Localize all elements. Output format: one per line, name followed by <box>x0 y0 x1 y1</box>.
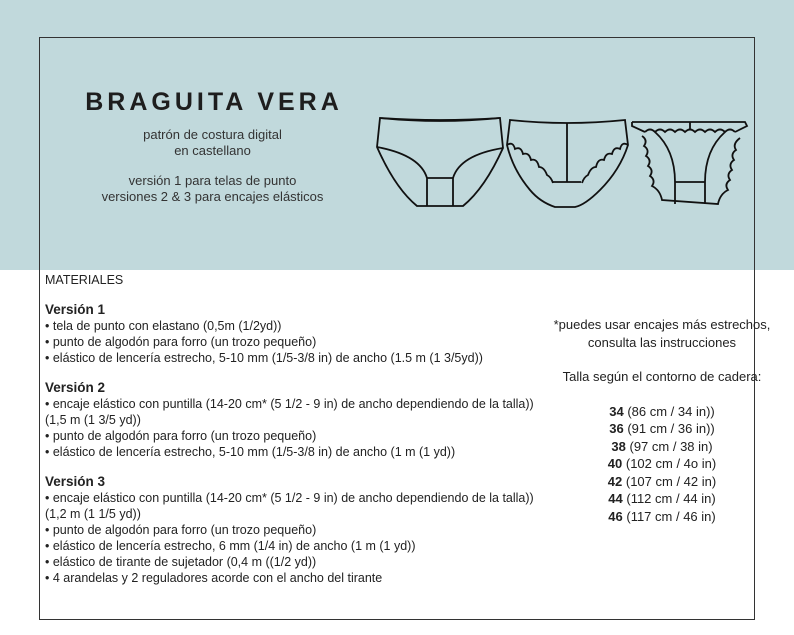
version-2-brief-illustration <box>505 110 630 210</box>
size-info <box>552 316 772 525</box>
size-row <box>552 403 772 421</box>
size-measure: (86 cm / 34 in)) <box>627 403 715 419</box>
version-3-heading: Versión 3 <box>45 474 106 489</box>
size-measure: (107 cm / 42 in) <box>625 473 717 489</box>
version-line-1: versión 1 para telas de punto <box>128 173 297 188</box>
list-item: • punto de algodón para forro (un trozo pequeño) <box>45 335 317 349</box>
list-item: • elástico de lencería estrecho, 5-10 mm (1/5-3/8 in) de ancho (1.5 m (1 3/5yd)) <box>45 351 483 365</box>
list-item: • 4 arandelas y 2 reguladores acorde con el ancho del tirante <box>45 571 383 585</box>
list-item: • tela de punto con elastano (0,5m (1/2yd)) <box>45 319 282 333</box>
size-measure: (112 cm / 44 in) <box>626 491 716 506</box>
size-row <box>552 508 772 526</box>
size-measure: (97 cm / 38 in) <box>629 438 713 454</box>
size-measure: (102 cm / 4o in) <box>625 456 717 471</box>
list-item: • encaje elástico con puntilla (14-20 cm* (5 1/2 - 9 in) de ancho dependiendo de la talla)) (1,2 m (1 1/5 yd)) <box>45 491 534 521</box>
subtitle-line-1: patrón de costura digital <box>143 127 282 142</box>
materials-heading: MATERIALES <box>45 273 124 287</box>
size-number: 42 <box>607 473 623 489</box>
size-number: 34 <box>609 403 624 419</box>
size-number: 46 <box>608 508 623 524</box>
size-number: 36 <box>609 421 624 436</box>
pattern-title: BRAGUITA VERA <box>85 88 343 116</box>
size-measure: (117 cm / 46 in) <box>626 508 716 524</box>
version-line-2: versiones 2 & 3 para encajes elásticos <box>101 189 324 204</box>
version-1-brief-illustration <box>375 110 505 210</box>
version-1-heading: Versión 1 <box>45 302 106 317</box>
list-item: • elástico de lencería estrecho, 6 mm (1/4 in) de ancho (1 m (1 yd)) <box>45 539 416 553</box>
lace-note: *puedes usar encajes más estrechos, consulta las instrucciones <box>553 317 771 350</box>
size-measure: (91 cm / 36 in)) <box>627 421 715 436</box>
size-row <box>552 473 772 491</box>
list-item: • punto de algodón para forro (un trozo pequeño) <box>45 523 317 537</box>
version-2-heading: Versión 2 <box>45 380 106 395</box>
size-row <box>552 420 772 438</box>
size-row <box>552 455 772 473</box>
size-list <box>552 403 772 526</box>
version-3-brief-illustration <box>630 110 750 210</box>
materials-section <box>45 272 540 586</box>
list-item: • encaje elástico con puntilla (14-20 cm* (5 1/2 - 9 in) de ancho dependiendo de la talla)) (1,5 m (1 3/5 yd)) <box>45 397 534 427</box>
size-row <box>552 490 772 508</box>
size-number: 38 <box>611 438 626 454</box>
size-row <box>552 438 772 456</box>
list-item: • punto de algodón para forro (un trozo pequeño) <box>45 429 317 443</box>
size-number: 40 <box>607 456 623 471</box>
list-item: • elástico de tirante de sujetador (0,4 m ((1/2 yd)) <box>45 555 317 569</box>
list-item: • elástico de lencería estrecho, 5-10 mm (1/5-3/8 in) de ancho (1 m (1 yd)) <box>45 445 456 459</box>
size-heading: Talla según el contorno de cadera: <box>562 369 762 384</box>
subtitle-line-2: en castellano <box>174 143 251 158</box>
size-number: 44 <box>608 491 623 506</box>
